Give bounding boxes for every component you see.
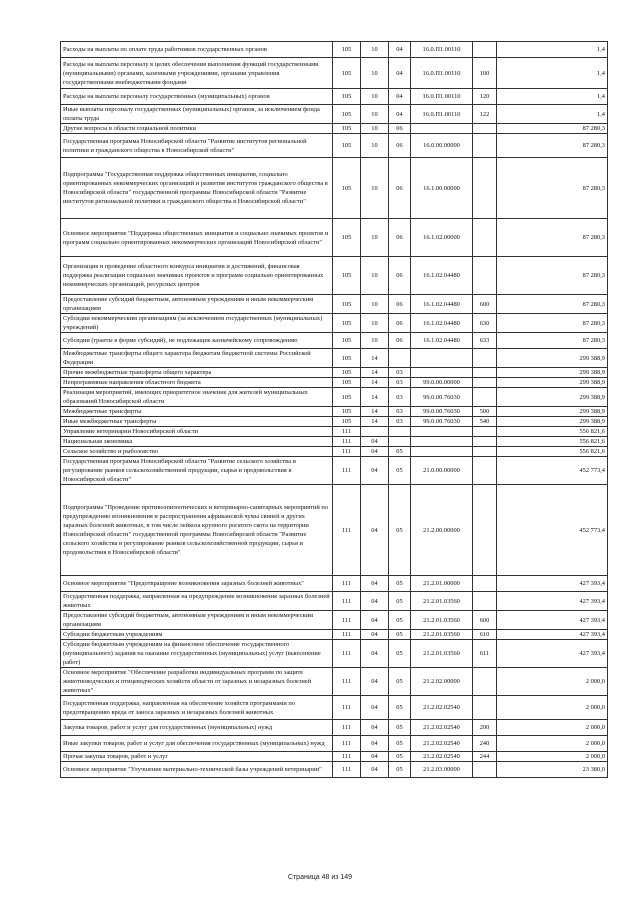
row-admin-code: 105	[333, 89, 361, 105]
row-admin-code: 105	[333, 295, 361, 314]
row-name: Расходы на выплаты персоналу в целях обеспечения выполнения функций государственными (муниципальными) органами, казенными учреждениями, органами управления государственными внебюджетными фондами	[61, 58, 333, 89]
row-amount: 556 821,6	[497, 437, 608, 447]
row-section: 10	[361, 314, 389, 333]
row-section: 14	[361, 407, 389, 417]
row-name: Государственная поддержка, направленная на обеспечение хозяйств программами по предотвращению вреда от заноса заразных и незаразных болезней животных	[61, 696, 333, 720]
row-section	[361, 427, 389, 437]
row-section: 10	[361, 134, 389, 158]
row-expense-type: 610	[473, 630, 497, 640]
row-target-article: 16.1.02.00000	[411, 219, 473, 257]
table-row	[61, 752, 608, 762]
budget-table-body	[61, 42, 608, 778]
row-amount: 2 000,0	[497, 736, 608, 752]
row-target-article: 16.0.П1.00110	[411, 105, 473, 124]
row-amount: 87 280,3	[497, 219, 608, 257]
row-amount: 299 388,9	[497, 349, 608, 368]
row-target-article	[411, 437, 473, 447]
row-name: Реализация мероприятий, имеющих приоритетное значение для жителей муниципальных образований Новосибирской области	[61, 388, 333, 407]
row-name: Основное мероприятие "Предотвращение возникновения заразных болезней животных"	[61, 576, 333, 592]
row-target-article: 21.0.00.00000	[411, 457, 473, 485]
row-subsection: 05	[389, 485, 411, 576]
row-section: 10	[361, 295, 389, 314]
row-target-article: 99.0.00.76030	[411, 417, 473, 427]
row-subsection: 05	[389, 762, 411, 778]
row-amount: 87 280,3	[497, 257, 608, 295]
row-subsection: 05	[389, 696, 411, 720]
row-name: Предоставление субсидий бюджетным, автономным учреждениям и иным некоммерческим организациям	[61, 295, 333, 314]
row-expense-type: 100	[473, 58, 497, 89]
row-subsection: 03	[389, 378, 411, 388]
row-section: 04	[361, 485, 389, 576]
row-amount: 2 000,0	[497, 696, 608, 720]
row-admin-code: 105	[333, 333, 361, 349]
row-subsection: 03	[389, 368, 411, 378]
row-subsection: 06	[389, 295, 411, 314]
row-expense-type	[473, 592, 497, 611]
row-expense-type: 122	[473, 105, 497, 124]
row-subsection: 04	[389, 89, 411, 105]
row-expense-type	[473, 349, 497, 368]
row-section: 04	[361, 752, 389, 762]
row-target-article: 99.0.00.76030	[411, 388, 473, 407]
row-amount: 427 393,4	[497, 611, 608, 630]
row-section: 04	[361, 668, 389, 696]
row-target-article: 16.1.02.04480	[411, 295, 473, 314]
row-section: 10	[361, 42, 389, 58]
table-row	[61, 124, 608, 134]
table-row	[61, 736, 608, 752]
row-name: Подпрограмма "Государственная поддержка общественных инициатив, социально ориентированных некоммерческих организаций и развития институтов гражданского общества в Новосибирской области" государственной программы Новосибирской области "Развитие институтов региональной политики и гражданского общества в Новосибирской области"	[61, 158, 333, 219]
table-row	[61, 42, 608, 58]
row-name: Другие вопросы в области социальной политики	[61, 124, 333, 134]
row-name: Сельское хозяйство и рыболовство	[61, 447, 333, 457]
row-target-article: 16.1.02.04480	[411, 314, 473, 333]
row-amount: 2 000,0	[497, 668, 608, 696]
table-row	[61, 668, 608, 696]
row-target-article: 16.1.00.00000	[411, 158, 473, 219]
row-name: Основное мероприятие "Обеспечение разработки индивидуальных программ по защите животноводческих и птицеводческих хозяйств области от заразных и незаразных болезней животных"	[61, 668, 333, 696]
row-amount: 427 393,4	[497, 576, 608, 592]
row-expense-type: 600	[473, 611, 497, 630]
table-row	[61, 378, 608, 388]
row-expense-type	[473, 762, 497, 778]
table-row	[61, 720, 608, 736]
row-section: 04	[361, 437, 389, 447]
row-name: Национальная экономика	[61, 437, 333, 447]
row-target-article: 21.2.00.00000	[411, 485, 473, 576]
row-name: Расходы на выплаты по оплате труда работников государственных органов	[61, 42, 333, 58]
row-admin-code: 105	[333, 219, 361, 257]
row-section: 10	[361, 124, 389, 134]
row-amount: 87 280,3	[497, 134, 608, 158]
row-expense-type	[473, 457, 497, 485]
row-subsection: 03	[389, 388, 411, 407]
row-name: Иные выплаты персоналу государственных (муниципальных) органов, за исключением фонда оплаты труда	[61, 105, 333, 124]
table-row	[61, 485, 608, 576]
row-expense-type	[473, 134, 497, 158]
row-amount: 427 393,4	[497, 592, 608, 611]
row-amount: 87 280,3	[497, 158, 608, 219]
table-row	[61, 576, 608, 592]
row-target-article	[411, 447, 473, 457]
row-subsection: 05	[389, 592, 411, 611]
row-admin-code: 111	[333, 427, 361, 437]
row-name: Субсидии бюджетным учреждениям	[61, 630, 333, 640]
row-admin-code: 105	[333, 105, 361, 124]
table-row	[61, 257, 608, 295]
row-amount: 1,4	[497, 58, 608, 89]
table-row	[61, 388, 608, 407]
row-admin-code: 105	[333, 42, 361, 58]
row-subsection	[389, 349, 411, 368]
table-row	[61, 640, 608, 668]
row-subsection: 05	[389, 720, 411, 736]
row-admin-code: 105	[333, 417, 361, 427]
row-subsection: 03	[389, 417, 411, 427]
row-amount: 1,4	[497, 89, 608, 105]
table-row	[61, 158, 608, 219]
row-expense-type	[473, 257, 497, 295]
row-subsection: 06	[389, 124, 411, 134]
row-subsection: 06	[389, 219, 411, 257]
row-section: 04	[361, 696, 389, 720]
row-section: 10	[361, 158, 389, 219]
row-subsection: 05	[389, 640, 411, 668]
row-subsection: 05	[389, 576, 411, 592]
row-amount: 556 821,6	[497, 427, 608, 437]
row-admin-code: 111	[333, 668, 361, 696]
table-row	[61, 696, 608, 720]
row-admin-code: 105	[333, 349, 361, 368]
row-subsection: 05	[389, 668, 411, 696]
row-subsection: 05	[389, 457, 411, 485]
row-name: Государственная программа Новосибирской области "Развитие сельского хозяйства и регулирование рынков сельскохозяйственной продукции, сырья и продовольствия в Новосибирской области"	[61, 457, 333, 485]
row-subsection: 05	[389, 752, 411, 762]
row-section: 14	[361, 349, 389, 368]
row-admin-code: 105	[333, 58, 361, 89]
budget-table	[60, 41, 608, 778]
row-name: Прочая закупка товаров, работ и услуг	[61, 752, 333, 762]
row-name: Иные межбюджетные трансферты	[61, 417, 333, 427]
row-admin-code: 111	[333, 752, 361, 762]
row-amount: 299 388,9	[497, 388, 608, 407]
row-expense-type	[473, 668, 497, 696]
row-target-article: 16.0.П1.00110	[411, 58, 473, 89]
row-name: Расходы на выплаты персоналу государственных (муниципальных) органов	[61, 89, 333, 105]
row-admin-code: 105	[333, 368, 361, 378]
row-section: 04	[361, 736, 389, 752]
table-row	[61, 457, 608, 485]
row-admin-code: 111	[333, 736, 361, 752]
table-row	[61, 762, 608, 778]
row-target-article: 21.2.02.02540	[411, 720, 473, 736]
row-amount: 2 000,0	[497, 752, 608, 762]
row-section: 10	[361, 58, 389, 89]
table-row	[61, 219, 608, 257]
row-subsection: 05	[389, 447, 411, 457]
row-admin-code: 105	[333, 378, 361, 388]
row-target-article: 21.2.03.00000	[411, 762, 473, 778]
row-expense-type: 200	[473, 720, 497, 736]
row-amount: 87 280,3	[497, 333, 608, 349]
row-target-article: 21.2.02.02540	[411, 752, 473, 762]
row-admin-code: 105	[333, 134, 361, 158]
row-expense-type: 633	[473, 333, 497, 349]
table-row	[61, 314, 608, 333]
row-expense-type	[473, 447, 497, 457]
row-target-article: 16.1.02.04480	[411, 257, 473, 295]
row-target-article: 21.2.01.03560	[411, 640, 473, 668]
row-subsection: 06	[389, 314, 411, 333]
row-subsection: 03	[389, 407, 411, 417]
table-row	[61, 630, 608, 640]
row-admin-code: 105	[333, 158, 361, 219]
row-admin-code: 111	[333, 696, 361, 720]
row-amount: 299 388,9	[497, 407, 608, 417]
row-amount: 1,4	[497, 42, 608, 58]
row-target-article: 99.0.00.76030	[411, 407, 473, 417]
table-row	[61, 89, 608, 105]
row-subsection: 05	[389, 611, 411, 630]
row-subsection: 06	[389, 158, 411, 219]
row-target-article: 21.2.01.03560	[411, 630, 473, 640]
row-name: Межбюджетные трансферты общего характера бюджетам бюджетной системы Российской Федерации	[61, 349, 333, 368]
row-name: Субсидии (гранты в форме субсидий), не подлежащие казначейскому сопровождению	[61, 333, 333, 349]
row-admin-code: 111	[333, 611, 361, 630]
table-row	[61, 437, 608, 447]
row-name: Основное мероприятие "Улучшение материально-технической базы учреждений ветеринарии"	[61, 762, 333, 778]
row-amount: 87 280,3	[497, 295, 608, 314]
row-expense-type	[473, 696, 497, 720]
row-section: 04	[361, 640, 389, 668]
row-expense-type: 120	[473, 89, 497, 105]
table-row	[61, 427, 608, 437]
row-subsection: 05	[389, 736, 411, 752]
table-row	[61, 134, 608, 158]
row-admin-code: 111	[333, 437, 361, 447]
row-amount: 87 280,3	[497, 124, 608, 134]
row-admin-code: 111	[333, 762, 361, 778]
row-expense-type: 240	[473, 736, 497, 752]
row-amount: 2 000,0	[497, 720, 608, 736]
row-admin-code: 111	[333, 630, 361, 640]
row-expense-type	[473, 124, 497, 134]
row-subsection: 04	[389, 105, 411, 124]
row-section: 04	[361, 762, 389, 778]
row-admin-code: 111	[333, 640, 361, 668]
row-expense-type: 244	[473, 752, 497, 762]
row-admin-code: 105	[333, 257, 361, 295]
row-target-article	[411, 427, 473, 437]
row-subsection: 04	[389, 58, 411, 89]
row-subsection	[389, 427, 411, 437]
row-section: 04	[361, 457, 389, 485]
row-amount: 452 773,4	[497, 485, 608, 576]
row-section: 04	[361, 576, 389, 592]
row-admin-code: 111	[333, 720, 361, 736]
row-target-article: 16.0.00.00000	[411, 134, 473, 158]
row-admin-code: 111	[333, 576, 361, 592]
row-subsection: 04	[389, 42, 411, 58]
table-row	[61, 611, 608, 630]
row-section: 14	[361, 417, 389, 427]
row-name: Управление ветеринарии Новосибирской области	[61, 427, 333, 437]
row-expense-type	[473, 42, 497, 58]
table-row	[61, 592, 608, 611]
row-expense-type: 600	[473, 295, 497, 314]
row-name: Государственная программа Новосибирской области "Развитие институтов региональной политики и гражданского общества в Новосибирской области"	[61, 134, 333, 158]
row-expense-type	[473, 378, 497, 388]
row-section: 14	[361, 378, 389, 388]
row-admin-code: 111	[333, 447, 361, 457]
row-admin-code: 105	[333, 388, 361, 407]
row-name: Подпрограмма "Проведение противоэпизоотических и ветеринарно-санитарных мероприятий по предупреждению возникновения и распространения африканской чумы свиней и других заразных болезней животных, в том числе лейкоза крупного рогатого скота на территории Новосибирской области" государственной программы Новосибирской области "Развитие сельского хозяйства и регулирование рынков сельскохозяйственной продукции, сырья и продовольствия в Новосибирской области"	[61, 485, 333, 576]
table-row	[61, 295, 608, 314]
row-section: 10	[361, 105, 389, 124]
table-row	[61, 447, 608, 457]
row-expense-type: 500	[473, 407, 497, 417]
row-subsection: 06	[389, 333, 411, 349]
row-target-article: 21.2.01.00000	[411, 576, 473, 592]
row-name: Основное мероприятие "Поддержка общественных инициатив и социально значимых проектов и программ социально ориентированных некоммерческих организаций Новосибирской области"	[61, 219, 333, 257]
row-expense-type: 611	[473, 640, 497, 668]
row-admin-code: 111	[333, 592, 361, 611]
row-name: Непрограммные направления областного бюджета	[61, 378, 333, 388]
row-target-article: 21.2.01.03560	[411, 611, 473, 630]
row-amount: 299 388,9	[497, 417, 608, 427]
row-section: 04	[361, 447, 389, 457]
row-target-article: 21.2.02.02540	[411, 736, 473, 752]
row-target-article: 16.1.02.04480	[411, 333, 473, 349]
row-expense-type: 540	[473, 417, 497, 427]
row-target-article: 16.0.П1.00110	[411, 42, 473, 58]
table-row	[61, 58, 608, 89]
table-row	[61, 368, 608, 378]
row-admin-code: 111	[333, 457, 361, 485]
row-target-article: 21.2.02.02540	[411, 696, 473, 720]
row-amount: 23 380,0	[497, 762, 608, 778]
row-target-article	[411, 124, 473, 134]
row-expense-type	[473, 388, 497, 407]
row-section: 10	[361, 89, 389, 105]
row-amount: 87 280,3	[497, 314, 608, 333]
row-admin-code: 105	[333, 407, 361, 417]
row-section: 10	[361, 333, 389, 349]
row-section: 04	[361, 630, 389, 640]
row-target-article: 99.0.00.00000	[411, 378, 473, 388]
row-expense-type	[473, 368, 497, 378]
row-expense-type	[473, 219, 497, 257]
row-name: Межбюджетные трансферты	[61, 407, 333, 417]
row-subsection: 06	[389, 134, 411, 158]
row-amount: 427 393,4	[497, 630, 608, 640]
row-section: 04	[361, 611, 389, 630]
row-section: 04	[361, 592, 389, 611]
row-name: Иные закупки товаров, работ и услуг для обеспечения государственных (муниципальных) нужд	[61, 736, 333, 752]
row-target-article: 21.2.02.00000	[411, 668, 473, 696]
row-amount: 1,4	[497, 105, 608, 124]
row-amount: 299 388,9	[497, 368, 608, 378]
row-admin-code: 105	[333, 124, 361, 134]
table-row	[61, 407, 608, 417]
row-subsection	[389, 437, 411, 447]
row-name: Субсидии бюджетным учреждениям на финансовое обеспечение государственного (муниципального) задания на оказание государственных (муниципальных) услуг (выполнение работ)	[61, 640, 333, 668]
row-expense-type	[473, 437, 497, 447]
row-expense-type	[473, 158, 497, 219]
row-admin-code: 105	[333, 314, 361, 333]
row-amount: 427 393,4	[497, 640, 608, 668]
row-name: Организация и проведение областного конкурса инициатив и достижений, финансовая поддержка реализации социально значимых проектов и программ социально ориентированных некоммерческих организаций, ресурсных центров	[61, 257, 333, 295]
page-number: Страница 48 из 149	[287, 874, 353, 881]
row-target-article	[411, 349, 473, 368]
row-amount: 452 773,4	[497, 457, 608, 485]
row-amount: 556 821,6	[497, 447, 608, 457]
table-row	[61, 417, 608, 427]
row-name: Предоставление субсидий бюджетным, автономным учреждениям и иным некоммерческим организациям	[61, 611, 333, 630]
row-expense-type	[473, 427, 497, 437]
row-target-article: 16.0.П1.00110	[411, 89, 473, 105]
row-name: Прочие межбюджетные трансферты общего характера	[61, 368, 333, 378]
row-target-article	[411, 368, 473, 378]
table-row	[61, 105, 608, 124]
row-amount: 299 388,9	[497, 378, 608, 388]
row-section: 10	[361, 257, 389, 295]
table-row	[61, 333, 608, 349]
row-expense-type	[473, 576, 497, 592]
row-expense-type: 630	[473, 314, 497, 333]
row-section: 14	[361, 368, 389, 378]
row-section: 10	[361, 219, 389, 257]
row-subsection: 06	[389, 257, 411, 295]
row-expense-type	[473, 485, 497, 576]
row-subsection: 05	[389, 630, 411, 640]
row-name: Субсидии некоммерческим организациям (за исключением государственных (муниципальных) учреждений)	[61, 314, 333, 333]
row-section: 04	[361, 720, 389, 736]
table-row	[61, 349, 608, 368]
row-admin-code: 111	[333, 485, 361, 576]
row-name: Государственная поддержка, направленная на предупреждение возникновения заразных болезней животных	[61, 592, 333, 611]
row-section: 14	[361, 388, 389, 407]
row-name: Закупка товаров, работ и услуг для государственных (муниципальных) нужд	[61, 720, 333, 736]
row-target-article: 21.2.01.03560	[411, 592, 473, 611]
